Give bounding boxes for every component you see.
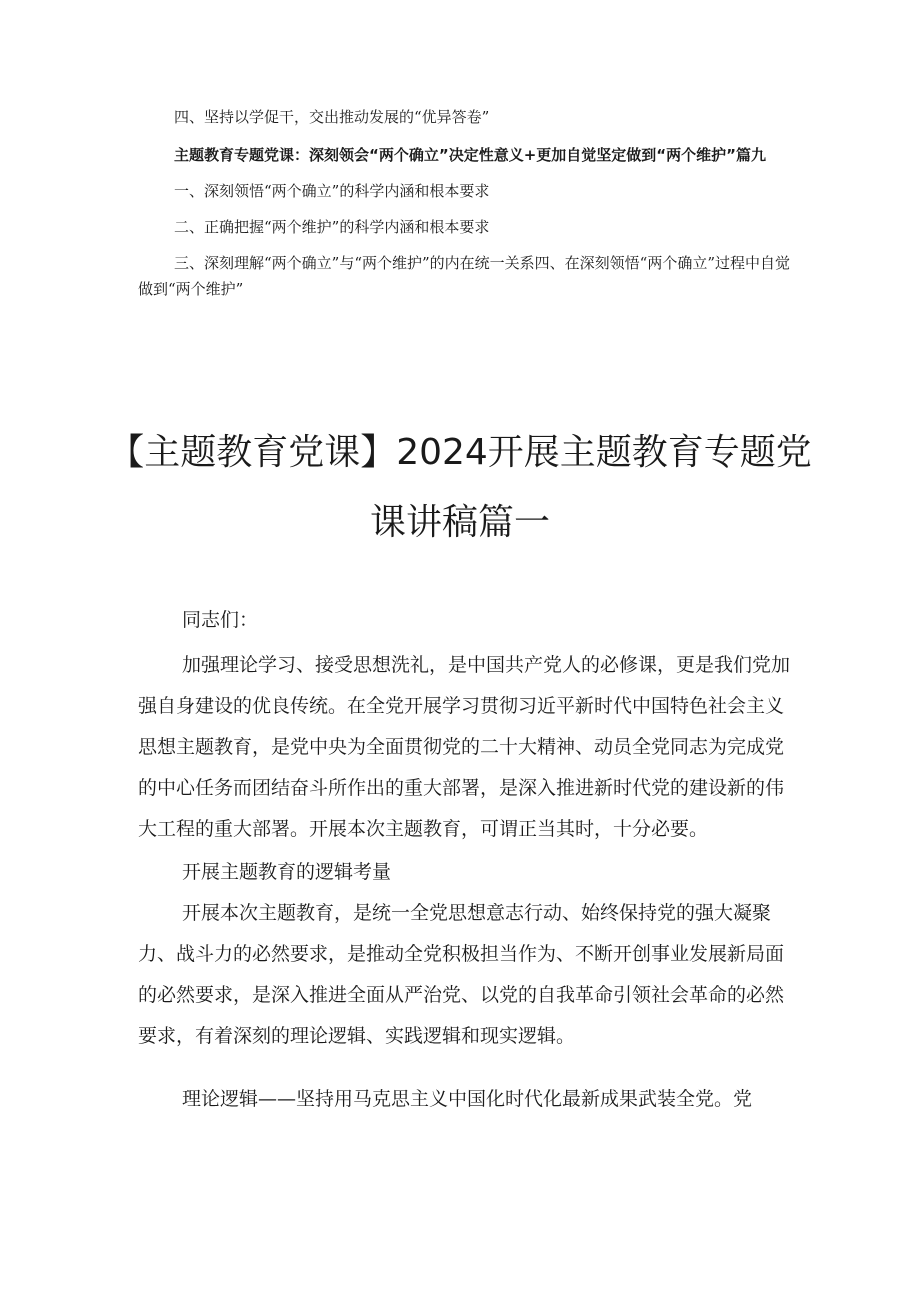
subheading: 开展主题教育的逻辑考量: [182, 861, 392, 883]
paragraph: 加强理论学习、接受思想洗礼，是中国共产党人的必修课，更是我们党加强自身建设的优良传统。在全党开展学习贯彻习近平新时代中国特色社会主义思想主题教育，是党中央为全面贯彻党的二十大精神、动员全党同志为完成党的中心任务而团结奋斗所作出的重大部署，是深入推进新时代党的建设新的伟大工程的重大部署。开展本次主题教育，可谓正当其时，十分必要。: [138, 654, 791, 840]
table-of-contents: [138, 104, 790, 312]
paragraph: 理论逻辑——坚持用马克思主义中国化时代化最新成果武装全党。党: [182, 1088, 753, 1110]
greeting: 同志们：: [182, 609, 259, 631]
toc-item: 四、坚持以学促干，交出推动发展的“优异答卷”: [174, 108, 490, 126]
paragraph: 开展本次主题教育，是统一全党思想意志行动、始终保持党的强大凝聚力、战斗力的必然要求，是推动全党积极担当作为、不断开创事业发展新局面的必然要求，是深入推进全面从严治党、以党的自我革命引领社会革命的必然要求，有着深刻的理论逻辑、实践逻辑和现实逻辑。: [138, 902, 785, 1047]
toc-item: 三、深刻理解“两个确立”与“两个维护”的内在统一关系四、在深刻领悟“两个确立”过程中自觉做到“两个维护”: [138, 254, 791, 298]
toc-item: 一、深刻领悟“两个确立”的科学内涵和根本要求: [174, 182, 490, 200]
document-body: [138, 600, 792, 1120]
toc-item: 二、正确把握“两个维护”的科学内涵和根本要求: [174, 218, 490, 236]
toc-section-title: 主题教育专题党课：深刻领会“两个确立”决定性意义+更加自觉坚定做到“两个维护”篇九: [174, 146, 767, 164]
document-title: 【主题教育党课】2024开展主题教育专题党课讲稿篇一: [108, 432, 812, 543]
